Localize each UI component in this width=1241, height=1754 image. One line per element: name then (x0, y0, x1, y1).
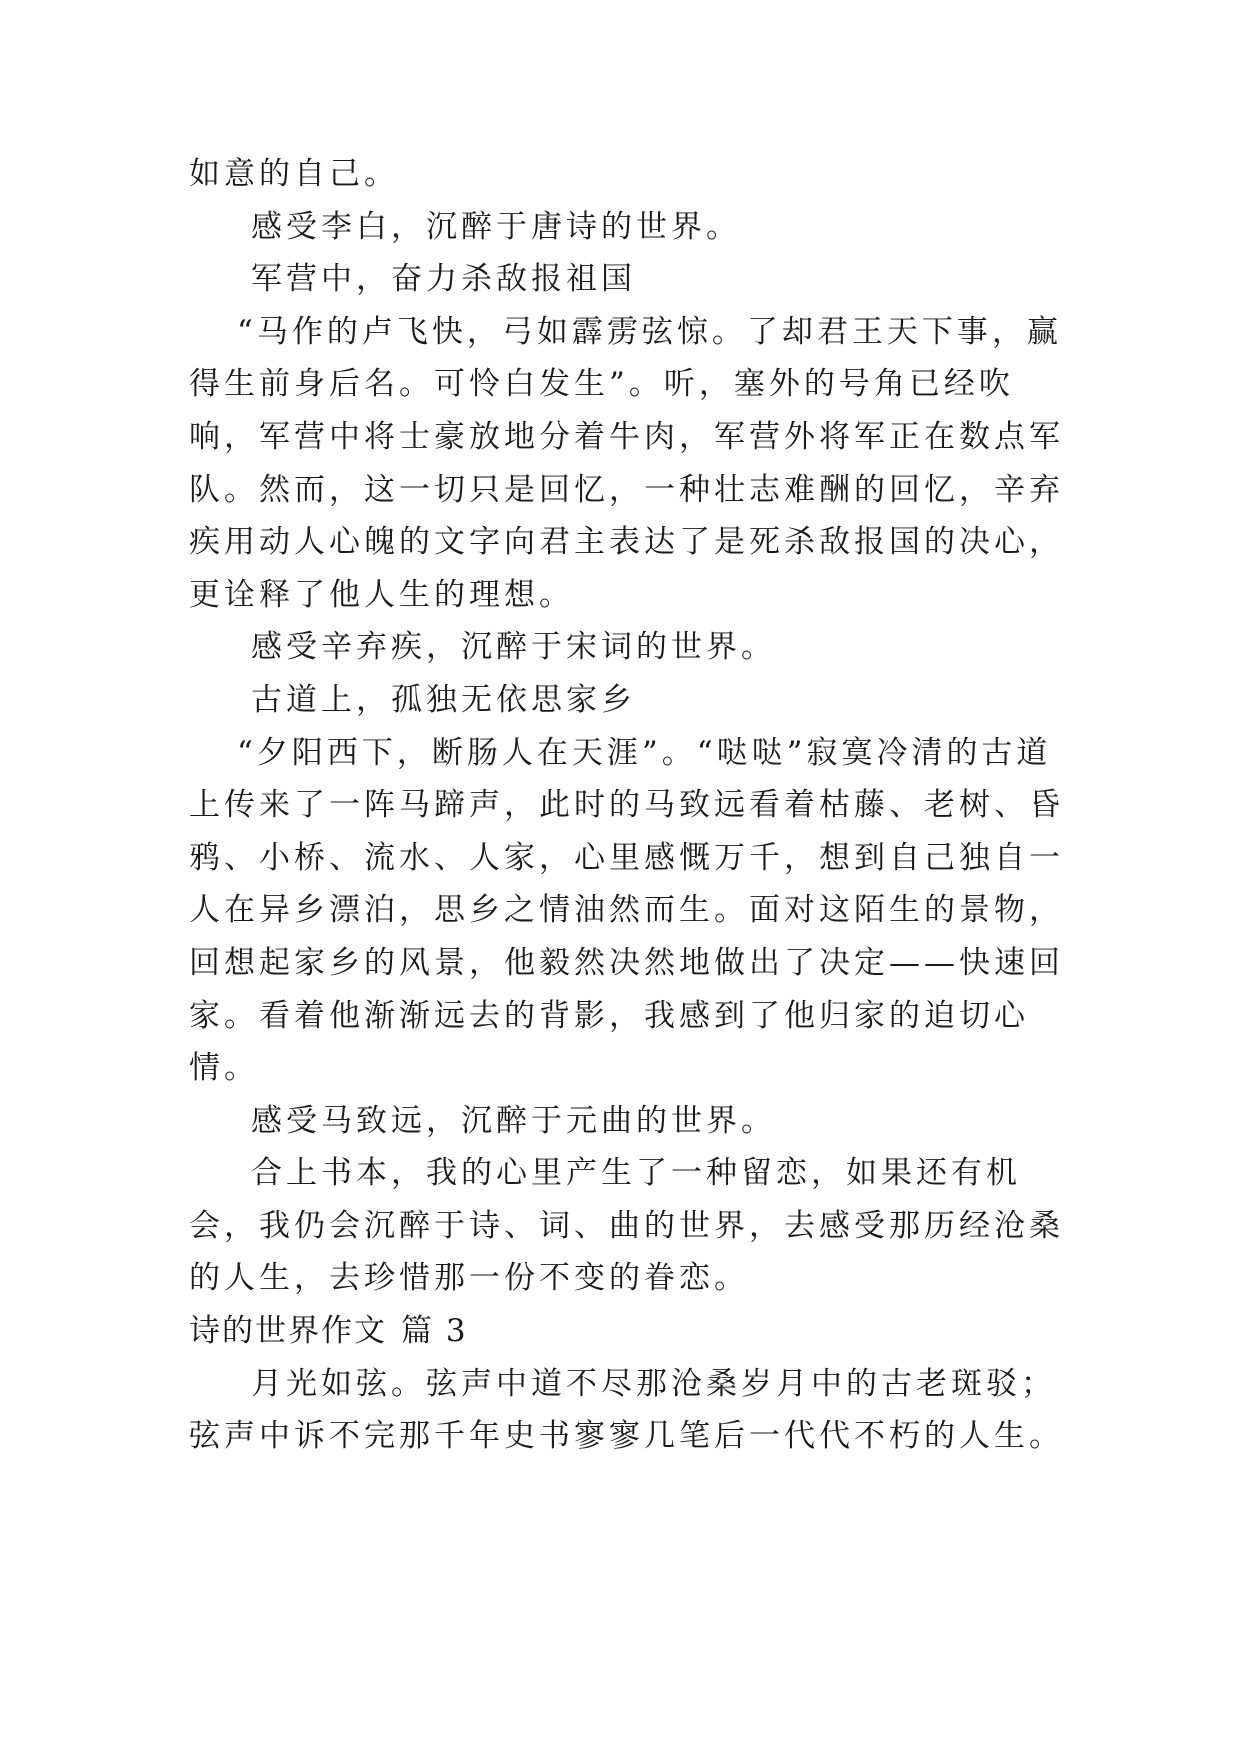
paragraph-xinqiji: “马作的卢飞快，弓如霹雳弦惊。了却君王天下事，赢得生前身后名。可怜白发生”。听，塞外的号角已经吹响，军营中将士豪放地分着牛肉，军营外将军正在数点军队。然而，这一切只是回忆，一种壮志难酬的回忆，辛弃疾用动人心魄的文字向君主表达了是死杀敌报国的决心，更诠释了他人生的理想。 (189, 313, 1064, 613)
paragraph-continuation: 如意的自己。 (189, 156, 399, 192)
paragraph-libai-summary: 感受李白，沉醉于唐诗的世界。 (251, 208, 741, 245)
paragraph-mazhiyuan: “夕阳西下，断肠人在天涯”。“哒哒”寂寞冷清的古道上传来了一阵马蹄声，此时的马致远看着枯藤、老树、昏鸦、小桥、流水、人家，心里感慨万千，想到自己独自一人在异乡漂泊，思乡之情油然而生。面对这陌生的景物，回想起家乡的风景，他毅然决然地做出了决定——快速回家。看着他渐渐远去的背影，我感到了他归家的迫切心情。 (189, 734, 1064, 1087)
section-heading-title: 诗的世界作文 (189, 1313, 387, 1350)
section-heading (189, 1305, 1069, 1358)
document-body (189, 148, 1069, 1463)
paragraph-xinqiji-summary: 感受辛弃疾，沉醉于宋词的世界。 (251, 629, 776, 666)
subheading-military-camp: 军营中，奋力杀敌报祖国 (251, 261, 636, 298)
subheading-ancient-road: 古道上，孤独无依思家乡 (251, 681, 636, 718)
paragraph-moonlight: 月光如弦。弦声中道不尽那沧桑岁月中的古老斑驳；弦声中诉不完那千年史书寥寥几笔后一代代不朽的人生。 (189, 1365, 1064, 1455)
paragraph-conclusion: 合上书本，我的心里产生了一种留恋，如果还有机会，我仍会沉醉于诗、词、曲的世界，去感受那历经沧桑的人生，去珍惜那一份不变的眷恋。 (189, 1155, 1064, 1297)
section-heading-number: 篇 3 (401, 1313, 468, 1350)
paragraph-mazhiyuan-summary: 感受马致远，沉醉于元曲的世界。 (251, 1102, 776, 1139)
